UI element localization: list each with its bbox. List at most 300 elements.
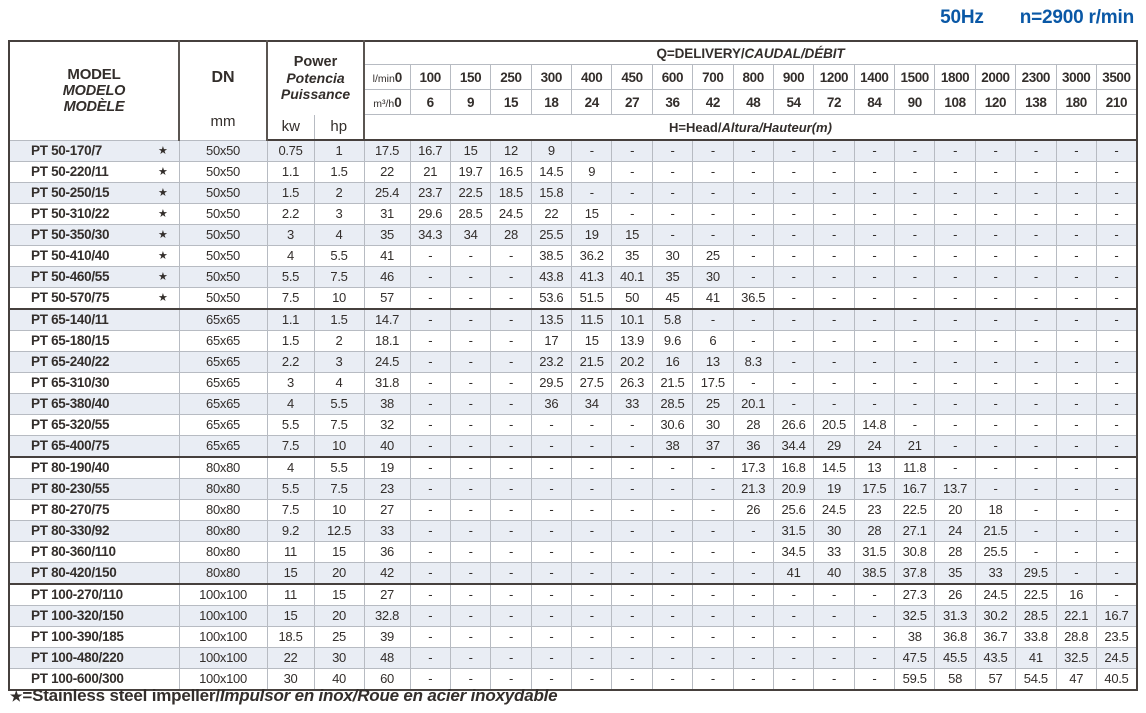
head-value-cell: 35 [652, 267, 692, 288]
head-value-cell: 34.5 [773, 542, 813, 563]
head-value-cell: - [693, 542, 733, 563]
head-value-cell: - [410, 267, 450, 288]
flow-value-cell: 1800 [935, 65, 975, 90]
head-value-cell: 32.8 [364, 606, 410, 627]
kw-cell: 4 [267, 246, 314, 267]
flow-value-cell: 2300 [1016, 65, 1056, 90]
head-value-cell: - [652, 183, 692, 204]
head-value-cell: 31.8 [364, 373, 410, 394]
head-value-cell: 34.4 [773, 436, 813, 458]
delivery-title [364, 41, 1137, 65]
head-value-cell: 35 [612, 246, 652, 267]
head-value-cell: - [1016, 140, 1056, 162]
model-name: PT 65-380/40 [31, 396, 110, 411]
head-value-cell: - [531, 500, 571, 521]
head-value-cell: 38 [895, 627, 935, 648]
head-value-cell: 24.5 [364, 352, 410, 373]
head-value-cell: - [975, 246, 1015, 267]
model-name: PT 100-480/220 [31, 650, 124, 665]
head-value-cell: - [935, 415, 975, 436]
dn-cell: 50x50 [179, 225, 267, 246]
hp-cell: 4 [314, 373, 364, 394]
head-value-cell: 50 [612, 288, 652, 310]
dn-cell: 65x65 [179, 373, 267, 394]
head-value-cell: - [975, 140, 1015, 162]
head-value-cell: 36 [531, 394, 571, 415]
head-value-cell: 18 [975, 500, 1015, 521]
model-header-en: MODEL [67, 66, 121, 84]
model-cell [9, 521, 179, 542]
head-value-cell: - [814, 373, 854, 394]
model-cell [9, 267, 179, 288]
head-value-cell: - [854, 246, 894, 267]
head-value-cell: - [1096, 225, 1137, 246]
head-value-cell: - [612, 162, 652, 183]
head-value-cell: 25.5 [975, 542, 1015, 563]
head-value-cell: 5.8 [652, 309, 692, 331]
head-value-cell: 31.5 [854, 542, 894, 563]
head-value-cell: - [652, 542, 692, 563]
head-value-cell: - [693, 204, 733, 225]
head-value-cell: 29.5 [1016, 563, 1056, 585]
head-value-cell: - [1096, 584, 1137, 606]
dn-cell: 100x100 [179, 584, 267, 606]
head-value-cell: 32 [364, 415, 410, 436]
model-cell [9, 309, 179, 331]
head-value-cell: - [1016, 415, 1056, 436]
head-value-cell: 46 [364, 267, 410, 288]
model-cell [9, 352, 179, 373]
head-value-cell: - [491, 648, 531, 669]
head-value-cell: 13.9 [612, 331, 652, 352]
head-value-cell: - [491, 479, 531, 500]
head-value-cell: 30.2 [975, 606, 1015, 627]
stainless-impeller-star-icon: ★ [157, 292, 168, 304]
head-value-cell: - [572, 669, 612, 691]
head-value-cell: 33 [612, 394, 652, 415]
flow-value-cell: 54 [773, 90, 813, 115]
head-value-cell: - [773, 606, 813, 627]
flow-value-cell: 210 [1096, 90, 1137, 115]
stainless-impeller-star-icon: ★ [157, 271, 168, 283]
model-name: PT 100-320/150 [31, 608, 124, 623]
flow-value-cell: 400 [572, 65, 612, 90]
star-footnote [10, 686, 557, 706]
head-value-cell: - [572, 415, 612, 436]
model-cell [9, 563, 179, 585]
table-row [9, 521, 1137, 542]
flow-unit-cell: m³/h0 [364, 90, 410, 115]
head-value-cell: - [773, 584, 813, 606]
head-value-cell: - [895, 140, 935, 162]
head-value-cell: - [975, 394, 1015, 415]
head-value-cell: - [652, 457, 692, 479]
head-value-cell: - [1096, 183, 1137, 204]
head-value-cell: - [612, 500, 652, 521]
head-value-cell: - [1096, 288, 1137, 310]
head-value-cell: - [975, 183, 1015, 204]
hp-cell: 7.5 [314, 479, 364, 500]
kw-cell: 15 [267, 563, 314, 585]
model-name: PT 50-250/15 [31, 185, 110, 200]
head-value-cell: 29 [814, 436, 854, 458]
table-row [9, 584, 1137, 606]
head-value-cell: - [935, 436, 975, 458]
flow-value-cell: 15 [491, 90, 531, 115]
hp-cell: 7.5 [314, 267, 364, 288]
model-header-es: MODELO [62, 83, 126, 100]
head-value-cell: - [450, 500, 490, 521]
model-cell [9, 288, 179, 310]
head-value-cell: 36 [364, 542, 410, 563]
head-value-cell: 31.5 [773, 521, 813, 542]
head-value-cell: 40 [364, 436, 410, 458]
head-value-cell: - [975, 225, 1015, 246]
hp-cell: 7.5 [314, 415, 364, 436]
head-value-cell: - [450, 436, 490, 458]
head-value-cell: 16 [1056, 584, 1096, 606]
head-value-cell: - [1056, 521, 1096, 542]
head-value-cell: - [1096, 521, 1137, 542]
hp-cell: 12.5 [314, 521, 364, 542]
head-value-cell: - [450, 246, 490, 267]
head-value-cell: 15 [450, 140, 490, 162]
head-value-cell: - [1016, 225, 1056, 246]
table-row [9, 415, 1137, 436]
head-value-cell: - [773, 309, 813, 331]
head-value-cell: - [652, 606, 692, 627]
flow-value-cell: 100 [410, 65, 450, 90]
kw-cell: 3 [267, 373, 314, 394]
head-value-cell: - [733, 225, 773, 246]
table-row [9, 331, 1137, 352]
head-value-cell: 40 [814, 563, 854, 585]
head-value-cell: 27.3 [895, 584, 935, 606]
hp-cell: 1.5 [314, 309, 364, 331]
head-value-cell: 30 [693, 267, 733, 288]
dn-cell: 100x100 [179, 606, 267, 627]
head-value-cell: - [491, 331, 531, 352]
delivery-title-plain: Q=DELIVERY/ [656, 45, 745, 61]
model-cell [9, 246, 179, 267]
model-name: PT 80-230/55 [31, 481, 110, 496]
dn-cell: 65x65 [179, 352, 267, 373]
head-value-cell: - [733, 584, 773, 606]
head-value-cell: 30.6 [652, 415, 692, 436]
head-value-cell: - [773, 373, 813, 394]
kw-cell: 1.5 [267, 183, 314, 204]
head-value-cell: 25.6 [773, 500, 813, 521]
head-value-cell: - [491, 563, 531, 585]
flow-value-cell: 108 [935, 90, 975, 115]
head-value-cell: 34 [450, 225, 490, 246]
head-value-cell: - [935, 331, 975, 352]
head-value-cell: - [410, 246, 450, 267]
head-value-cell: - [572, 563, 612, 585]
head-value-cell: 17.3 [733, 457, 773, 479]
head-value-cell: 57 [975, 669, 1015, 691]
hp-cell: 40 [314, 669, 364, 691]
head-value-cell: 9.6 [652, 331, 692, 352]
dn-cell: 50x50 [179, 140, 267, 162]
head-value-cell: - [531, 479, 571, 500]
head-value-cell: 21.5 [652, 373, 692, 394]
head-value-cell: - [572, 436, 612, 458]
dn-cell: 65x65 [179, 415, 267, 436]
head-value-cell: - [450, 373, 490, 394]
head-value-cell: - [612, 415, 652, 436]
kw-cell: 2.2 [267, 352, 314, 373]
dn-cell: 50x50 [179, 162, 267, 183]
head-value-cell: - [733, 521, 773, 542]
head-value-cell: - [1096, 352, 1137, 373]
head-value-cell: - [491, 373, 531, 394]
model-cell [9, 331, 179, 352]
dn-cell: 100x100 [179, 669, 267, 691]
head-value-cell: - [1016, 246, 1056, 267]
head-value-cell: - [693, 563, 733, 585]
head-value-cell: 30 [814, 521, 854, 542]
head-value-cell: - [410, 584, 450, 606]
head-value-cell: - [814, 584, 854, 606]
stainless-impeller-star-icon: ★ [157, 187, 168, 199]
head-value-cell: 20.9 [773, 479, 813, 500]
head-value-cell: - [773, 352, 813, 373]
stainless-impeller-star-icon: ★ [157, 166, 168, 178]
head-value-cell: - [531, 457, 571, 479]
table-row [9, 288, 1137, 310]
head-value-cell: - [410, 669, 450, 691]
head-value-cell: - [814, 394, 854, 415]
head-value-cell: - [531, 521, 571, 542]
head-value-cell: 51.5 [572, 288, 612, 310]
head-value-cell: 36.2 [572, 246, 612, 267]
head-value-cell: - [612, 457, 652, 479]
dn-cell: 100x100 [179, 648, 267, 669]
head-value-cell: 14.8 [854, 415, 894, 436]
head-value-cell: - [935, 140, 975, 162]
head-value-cell: - [1016, 183, 1056, 204]
head-value-cell: - [1096, 373, 1137, 394]
head-value-cell: - [854, 394, 894, 415]
head-value-cell: - [854, 669, 894, 691]
head-value-cell: - [410, 563, 450, 585]
head-value-cell: - [1056, 457, 1096, 479]
head-value-cell: - [450, 415, 490, 436]
head-value-cell: 31 [364, 204, 410, 225]
table-row [9, 183, 1137, 204]
head-value-cell: - [450, 479, 490, 500]
table-row [9, 352, 1137, 373]
table-row [9, 457, 1137, 479]
head-value-cell: 40.5 [1096, 669, 1137, 691]
head-value-cell: - [1096, 331, 1137, 352]
head-value-cell: - [572, 606, 612, 627]
flow-value-cell: 2000 [975, 65, 1015, 90]
dn-cell: 80x80 [179, 521, 267, 542]
head-value-cell: 24.5 [814, 500, 854, 521]
head-value-cell: - [935, 457, 975, 479]
head-value-cell: - [935, 352, 975, 373]
head-value-cell: - [572, 584, 612, 606]
head-value-cell: - [652, 479, 692, 500]
model-name: PT 65-180/15 [31, 333, 110, 348]
table-row [9, 309, 1137, 331]
head-value-cell: 38 [652, 436, 692, 458]
head-value-cell: - [814, 246, 854, 267]
head-value-cell: 29.6 [410, 204, 450, 225]
flow-value-cell: 138 [1016, 90, 1056, 115]
head-value-cell: - [693, 457, 733, 479]
head-value-cell: - [895, 267, 935, 288]
head-value-cell: 27 [364, 584, 410, 606]
head-value-cell: - [854, 627, 894, 648]
head-value-cell: - [1016, 331, 1056, 352]
head-value-cell: - [1056, 373, 1096, 394]
table-row [9, 479, 1137, 500]
head-value-cell: - [1016, 204, 1056, 225]
head-value-cell: - [491, 457, 531, 479]
head-value-cell: - [410, 373, 450, 394]
head-value-cell: - [410, 542, 450, 563]
flow-value-cell: 3000 [1056, 65, 1096, 90]
head-value-cell: - [491, 500, 531, 521]
head-value-cell: - [773, 648, 813, 669]
head-value-cell: 6 [693, 331, 733, 352]
head-value-cell: - [1056, 162, 1096, 183]
flow-value-cell: 900 [773, 65, 813, 90]
head-value-cell: - [572, 627, 612, 648]
model-cell [9, 648, 179, 669]
head-value-cell: - [814, 309, 854, 331]
head-value-cell: - [935, 225, 975, 246]
head-value-cell: 22 [364, 162, 410, 183]
head-value-cell: - [733, 563, 773, 585]
head-value-cell: 24 [854, 436, 894, 458]
head-value-cell: 34 [572, 394, 612, 415]
head-value-cell: - [491, 436, 531, 458]
head-value-cell: 19 [364, 457, 410, 479]
head-value-cell: - [935, 162, 975, 183]
head-value-cell: - [612, 606, 652, 627]
head-value-cell: 33 [364, 521, 410, 542]
head-value-cell: 30 [693, 415, 733, 436]
flow-value-cell: 300 [531, 65, 571, 90]
model-name: PT 80-420/150 [31, 565, 117, 580]
dn-cell: 65x65 [179, 331, 267, 352]
head-value-cell: - [693, 183, 733, 204]
head-value-cell: 20.2 [612, 352, 652, 373]
head-value-cell: - [450, 669, 490, 691]
head-value-cell: 15.8 [531, 183, 571, 204]
head-value-cell: 16.7 [410, 140, 450, 162]
flow-value-cell: 90 [895, 90, 935, 115]
head-value-cell: - [733, 627, 773, 648]
model-cell [9, 225, 179, 246]
head-value-cell: 60 [364, 669, 410, 691]
head-value-cell: - [450, 331, 490, 352]
head-value-cell: - [531, 669, 571, 691]
head-value-cell: 26.6 [773, 415, 813, 436]
head-value-cell: - [410, 457, 450, 479]
head-value-cell: 58 [935, 669, 975, 691]
head-value-cell: - [1056, 479, 1096, 500]
head-value-cell: 38 [364, 394, 410, 415]
head-value-cell: - [652, 627, 692, 648]
head-value-cell: 25 [693, 246, 733, 267]
head-value-cell: 28.5 [450, 204, 490, 225]
stainless-impeller-star-icon: ★ [157, 250, 168, 262]
model-cell [9, 436, 179, 458]
head-value-cell: 30.8 [895, 542, 935, 563]
head-value-cell: - [1056, 352, 1096, 373]
power-header-en: Power [293, 54, 338, 71]
head-value-cell: - [1016, 500, 1056, 521]
dn-label: DN [211, 68, 235, 86]
head-value-cell: - [491, 288, 531, 310]
head-value-cell: - [1056, 415, 1096, 436]
head-value-cell: - [773, 267, 813, 288]
hp-cell: 3 [314, 204, 364, 225]
head-value-cell: 17.5 [364, 140, 410, 162]
kw-cell: 5.5 [267, 415, 314, 436]
head-value-cell: 9 [572, 162, 612, 183]
head-value-cell: - [814, 627, 854, 648]
model-cell [9, 394, 179, 415]
table-row [9, 373, 1137, 394]
head-value-cell: - [1016, 352, 1056, 373]
head-value-cell: - [773, 204, 813, 225]
head-value-cell: 16 [652, 352, 692, 373]
model-cell [9, 542, 179, 563]
head-value-cell: 23.2 [531, 352, 571, 373]
head-value-cell: - [410, 627, 450, 648]
head-value-cell: 59.5 [895, 669, 935, 691]
head-value-cell: - [1056, 436, 1096, 458]
head-value-cell: - [895, 204, 935, 225]
head-value-cell: - [733, 542, 773, 563]
head-value-cell: - [854, 140, 894, 162]
kw-cell: 5.5 [267, 479, 314, 500]
head-value-cell: - [652, 521, 692, 542]
kw-cell: 7.5 [267, 436, 314, 458]
kw-cell: 4 [267, 457, 314, 479]
flow-value-cell: 180 [1056, 90, 1096, 115]
head-value-cell: - [450, 648, 490, 669]
head-value-cell: - [854, 267, 894, 288]
head-value-cell: 16.5 [491, 162, 531, 183]
head-value-cell: - [410, 500, 450, 521]
head-value-cell: - [854, 288, 894, 310]
head-value-cell: - [854, 352, 894, 373]
head-value-cell: - [733, 373, 773, 394]
head-value-cell: 23 [854, 500, 894, 521]
stainless-impeller-star-icon: ★ [157, 229, 168, 241]
head-value-cell: 22.5 [1016, 584, 1056, 606]
head-value-cell: - [975, 479, 1015, 500]
model-name: PT 80-360/110 [31, 544, 116, 559]
head-value-cell: - [935, 309, 975, 331]
model-cell [9, 584, 179, 606]
head-value-cell: 33.8 [1016, 627, 1056, 648]
head-value-cell: - [814, 331, 854, 352]
head-value-cell: - [693, 606, 733, 627]
head-value-cell: - [854, 648, 894, 669]
model-name: PT 65-310/30 [31, 375, 110, 390]
head-value-cell: - [733, 246, 773, 267]
model-name: PT 65-400/75 [31, 438, 110, 453]
head-value-cell: - [693, 627, 733, 648]
